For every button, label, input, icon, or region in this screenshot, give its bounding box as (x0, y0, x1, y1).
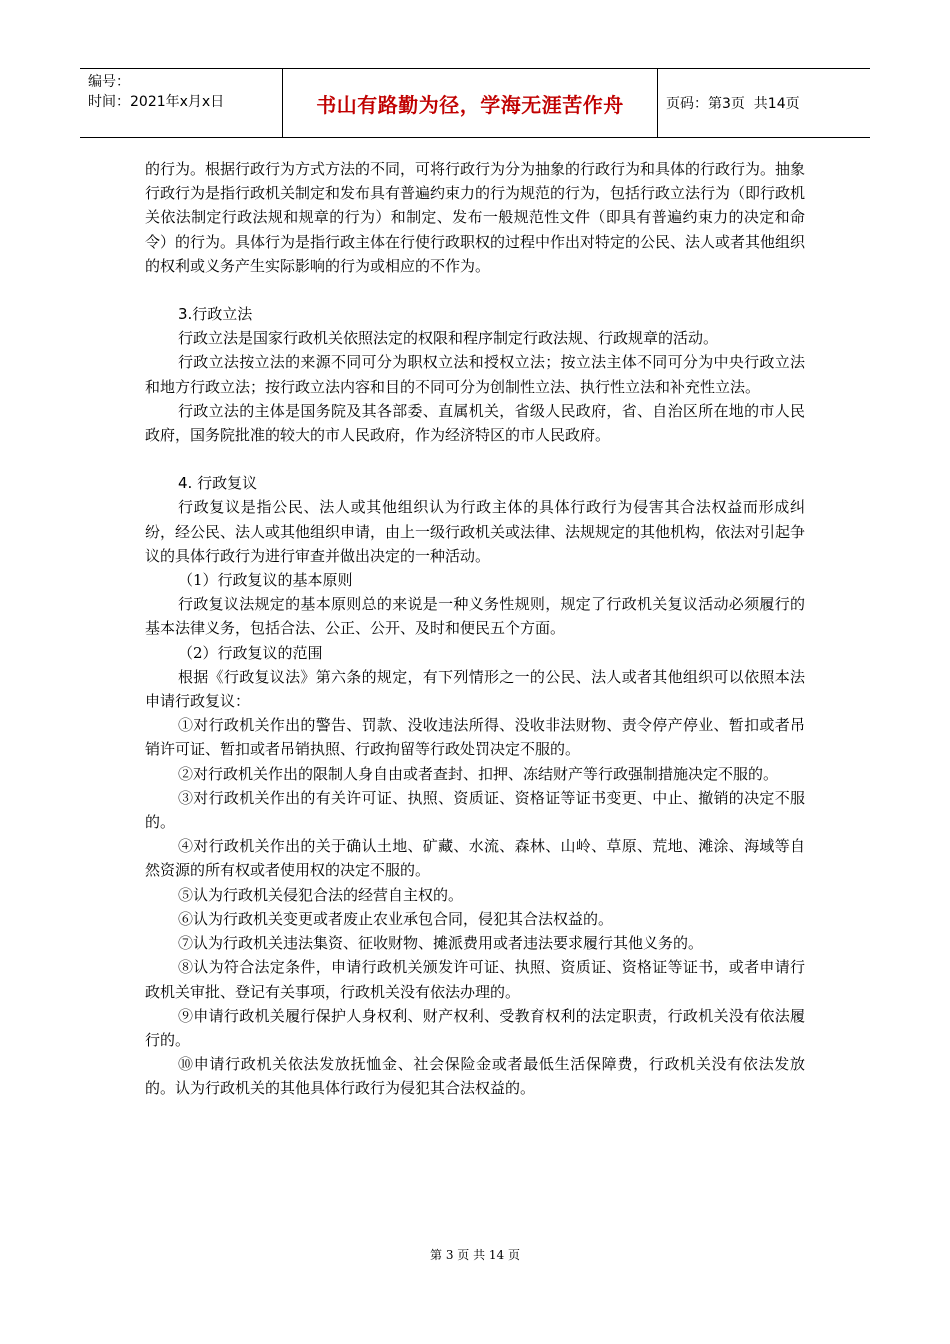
page-footer: 第 3 页 共 14 页 (430, 1248, 520, 1262)
list-item: ③对行政机关作出的有关许可证、执照、资质证、资格证等证书变更、中止、撤销的决定不服的。 (145, 788, 805, 832)
paragraph: 的行为。根据行政行为方式方法的不同，可将行政行为分为抽象的行政行为和具体的行政行为。抽象行政行为是指行政机关制定和发布具有普遍约束力的行为规范的行为，包括行政立法行为（即行政机关依法制定行政法规和规章的行为）和制定、发布一般规范性文件（即具有普遍约束力的决定和命令）的行为。具体行为是指行政主体在行使行政职权的过程中作出对特定的公民、法人或者其他组织的权利或义务产生实际影响的行为或相应的不作为。 (145, 160, 806, 275)
header-motto-cell (283, 69, 658, 137)
document-time-label: 时间：2021年x月x日 (88, 94, 225, 110)
list-item: ②对行政机关作出的限制人身自由或者查封、扣押、冻结财产等行政强制措施决定不服的。 (178, 764, 779, 783)
list-item: ①对行政机关作出的警告、罚款、没收违法所得、没收非法财物、责令停产停业、暂扣或者吊销许可证、暂扣或者吊销执照、行政拘留等行政处罚决定不服的。 (145, 716, 805, 759)
header-motto: 书山有路勤为径，学海无涯苦作舟 (316, 92, 624, 117)
list-item: ⑦认为行政机关违法集资、征收财物、摊派费用或者违法要求履行其他义务的。 (178, 934, 704, 953)
paragraph: 根据《行政复议法》第六条的规定，有下列情形之一的公民、法人或者其他组织可以依照本法申请行政复议： (145, 667, 805, 711)
subsection-heading: （2）行政复议的范围 (178, 643, 323, 662)
header-page-info: 页码：第3页 共14页 (666, 96, 800, 112)
paragraph: 行政立法的主体是国务院及其各部委、直属机关，省级人民政府，省、自治区所在地的市人民政府，国务院批准的较大的市人民政府，作为经济特区的市人民政府。 (145, 401, 805, 445)
list-item: ⑤认为行政机关侵犯合法的经营自主权的。 (178, 885, 464, 904)
list-item: ⑨申请行政机关履行保护人身权利、财产权利、受教育权利的法定职责，行政机关没有依法履行的。 (145, 1006, 805, 1049)
section-heading: 4. 行政复议 (178, 474, 258, 493)
list-item: ⑧认为符合法定条件，申请行政机关颁发许可证、执照、资质证、资格证等证书，或者申请行政机关审批、登记有关事项，行政机关没有依法办理的。 (145, 958, 805, 1001)
document-number-label: 编号： (88, 74, 130, 90)
section-heading: 3.行政立法 (178, 305, 253, 324)
list-item: ④对行政机关作出的关于确认土地、矿藏、水流、森林、山岭、草原、荒地、滩涂、海域等自然资源的所有权或者使用权的决定不服的。 (145, 837, 805, 880)
list-item: ⑩申请行政机关依法发放抚恤金、社会保险金或者最低生活保障费，行政机关没有依法发放的。认为行政机关的其他具体行政行为侵犯其合法权益的。 (145, 1055, 805, 1098)
paragraph: 行政复议法规定的基本原则总的来说是一种义务性规则，规定了行政机关复议活动必须履行的基本法律义务，包括合法、公正、公开、及时和便民五个方面。 (145, 595, 805, 638)
subsection-heading: （1）行政复议的基本原则 (178, 571, 353, 590)
paragraph: 行政复议是指公民、法人或其他组织认为行政主体的具体行政行为侵害其合法权益而形成纠纷，经公民、法人或其他组织申请，由上一级行政机关或法律、法规规定的其他机构，依法对引起争议的具体行政行为进行审查并做出决定的一种活动。 (145, 498, 806, 565)
header-left-cell (80, 69, 283, 137)
list-item: ⑥认为行政机关变更或者废止农业承包合同，侵犯其合法权益的。 (178, 909, 614, 928)
page-header (80, 68, 870, 138)
paragraph: 行政立法是国家行政机关依照法定的权限和程序制定行政法规、行政规章的活动。 (178, 329, 719, 348)
document-body (145, 157, 805, 1101)
paragraph: 行政立法按立法的来源不同可分为职权立法和授权立法；按立法主体不同可分为中央行政立法和地方行政立法；按行政立法内容和目的不同可分为创制性立法、执行性立法和补充性立法。 (145, 353, 805, 396)
